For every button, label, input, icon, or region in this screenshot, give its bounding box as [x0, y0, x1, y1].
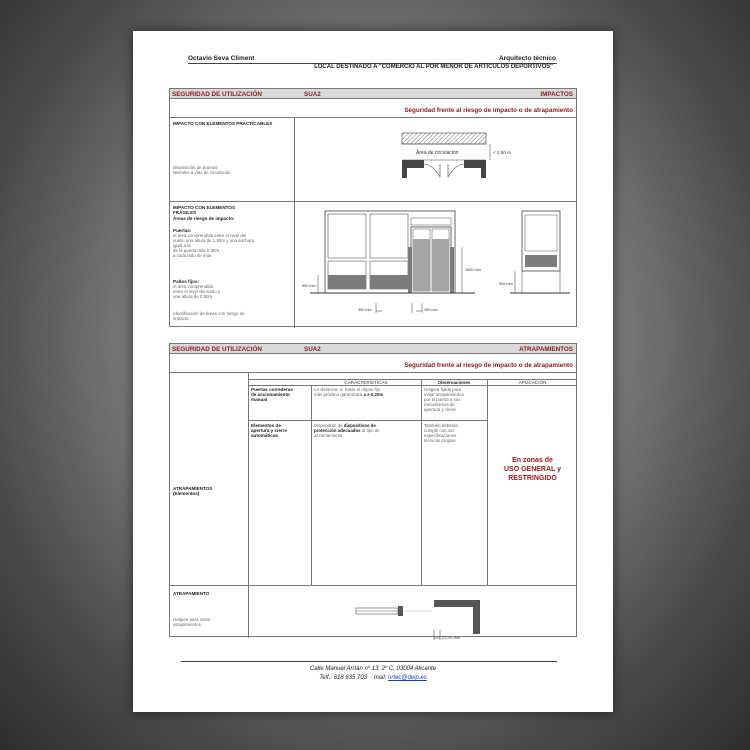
item-obs: También deberán [424, 423, 458, 428]
puertas-text: de la puerta más 0,30m [173, 248, 220, 253]
item-obs: evitar atrapamientos [424, 392, 464, 397]
dim-1500: 1500 mm [465, 268, 481, 272]
atrapamientos-sublabel: (Elementos) [173, 491, 200, 496]
ident-text: Identificación de áreas con riesgo de [173, 311, 245, 316]
item-obs: por la puerta o sus [424, 397, 461, 402]
section-title: SEGURIDAD DE UTILIZACIÓN [172, 90, 262, 98]
row-label-areas: Áreas de riesgo de impacto: [173, 216, 235, 221]
dim-900-right: 900 mm [499, 282, 513, 286]
aplicacion-line: En zonas de [512, 457, 553, 464]
aplicacion-text [487, 456, 578, 483]
item-desc: accionamiento [314, 433, 343, 438]
row-label-practicables: IMPACTO CON ELEMENTOS PRACTICABLES [173, 121, 273, 126]
puertas-text: suelo, una altura de 1,50m y una anchura [173, 238, 255, 243]
footer-rule [181, 661, 557, 662]
door-plan-diagram [370, 129, 520, 195]
aplicacion-line: RESTRINGIDO [508, 475, 557, 482]
section-category: ATRAPAMIENTOS [519, 345, 573, 353]
section-atrapamientos [169, 343, 577, 640]
item-desc: protección adecuados al tipo de [314, 428, 380, 433]
item-name: automáticos [251, 433, 279, 438]
section-subtitle: Seguridad frente al riesgo de impacto o de atrapamiento [404, 107, 573, 114]
sliding-door-diagram [350, 594, 490, 640]
item-obs: apertura y cierre [424, 407, 456, 412]
section-code: SUA2 [304, 90, 321, 98]
col-observaciones: Observaciones [437, 380, 471, 385]
item-obs: técnicas propias [424, 438, 456, 443]
atrapamiento-label: ATRAPAMIENTO [173, 591, 210, 596]
footer-address: Calle Manuel Arrtán nº 13, 2º C, 03004 Alicante [309, 666, 436, 672]
circulation-area-label: Área de circulación [416, 150, 459, 156]
max-width-label: < 2,50 m [493, 150, 512, 155]
puertas-title: Puertas: [173, 228, 192, 233]
item-obs: especificaciones [424, 433, 457, 438]
col-aplicacion: APLICACIÓN [518, 380, 547, 385]
header-author: Octavio Seva Climent [188, 55, 255, 62]
puertas-text: a cada lado de ésta [173, 253, 212, 258]
section-header [170, 344, 576, 354]
dim-300-a: 300 mm [358, 308, 372, 312]
facade-elevation-diagram [300, 207, 575, 322]
item-name: Puertas correderas [251, 387, 293, 392]
footer-phone: Telf.: 618 635 703 [319, 675, 368, 681]
item-desc: La distancia, a, hasta el objeto fijo [314, 387, 381, 392]
item-name: manual [251, 397, 268, 402]
col-caracteristicas: CARACTERÍSTICAS [344, 380, 388, 385]
holgura-text: atrapamientos [173, 622, 201, 627]
section-category: IMPACTOS [540, 90, 573, 98]
section-code: SUA2 [304, 345, 321, 353]
section-impactos [169, 88, 577, 327]
row-label-fragiles: IMPACTO CON ELEMENTOS [173, 205, 236, 210]
panos-text: el área comprendida [173, 284, 214, 289]
panos-text: entre el nivel del suelo y [173, 289, 221, 294]
holgura-text: Holgura para evitar [173, 617, 211, 622]
footer-mail-label: mail: [373, 675, 387, 681]
atrapamientos-label: ATRAPAMIENTOS [173, 486, 213, 491]
row-label-fragiles-2: FRÁGILES [173, 210, 197, 215]
item-name: Elementos de [251, 423, 281, 428]
puertas-text: el área comprendida entre el nivel del [173, 233, 247, 238]
dim-300-b: 300 mm [424, 308, 438, 312]
min-gap-label: ≥ 0,20 mm [442, 636, 460, 640]
section-title: SEGURIDAD DE UTILIZACIÓN [172, 345, 262, 353]
aplicacion-line: USO GENERAL y [503, 466, 562, 473]
puertas-text: igual a la [173, 243, 191, 248]
section-header [170, 89, 576, 99]
item-name: apertura y cierre [251, 428, 288, 433]
section-subtitle: Seguridad frente al riesgo de impacto o de atrapamiento [404, 362, 573, 369]
item-obs: Holgura fijada para [424, 387, 462, 392]
item-obs: mecanismos de [424, 402, 455, 407]
item-name: de accionamiento [251, 392, 290, 397]
panos-title: Paños fijos: [173, 279, 200, 284]
row-desc-line: Disposición de puertas [173, 165, 218, 170]
header-role: Arquitecto técnico [498, 55, 556, 62]
item-desc: más próximo garantizará a ≥ 0,20m [314, 392, 384, 397]
ident-text: impacto [173, 316, 189, 321]
item-desc: Dispondrán de dispositivos de [314, 423, 376, 428]
header-project: LOCAL DESTINADO A "COMERCIO AL POR MENOR DE ARTICULOS DEPORTIVOS" [314, 64, 553, 70]
footer-contact [133, 674, 613, 683]
item-obs: cumplir con sus [424, 428, 455, 433]
footer [133, 665, 613, 683]
row-desc-line: laterales a vías de circulación [173, 170, 231, 175]
document-page [133, 31, 613, 712]
footer-mail-link[interactable]: ortec@deip.es [388, 675, 427, 681]
panos-text: una altura de 0,90m. [173, 294, 214, 299]
dim-900-left: 900 mm [302, 284, 316, 288]
